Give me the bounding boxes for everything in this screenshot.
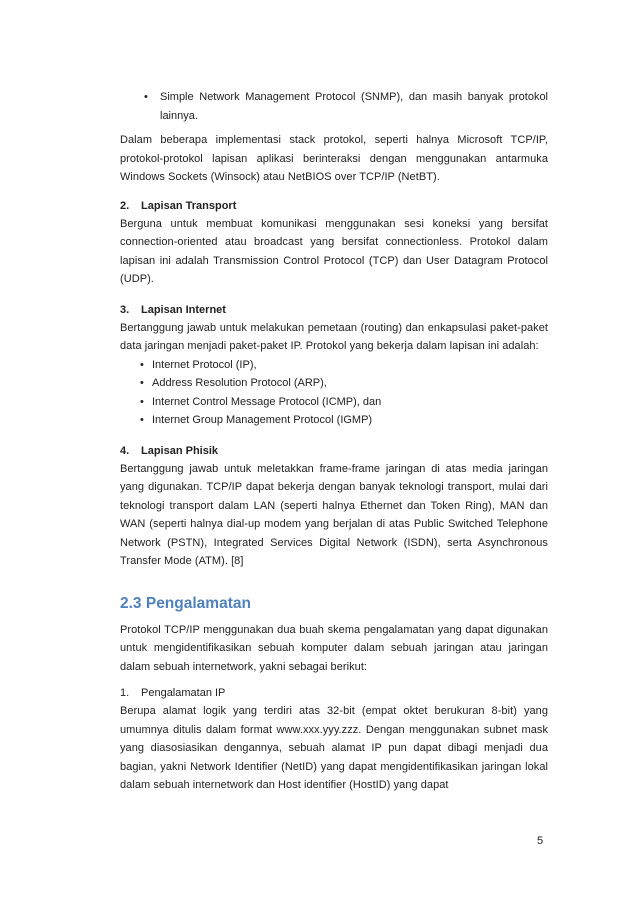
list-item — [120, 374, 548, 393]
bullet-icon: • — [144, 91, 148, 103]
page-content — [120, 88, 548, 795]
paragraph: Berguna untuk membuat komunikasi menggunakan sesi koneksi yang bersifat connection-oriented atau broadcast yang bersifat connectionless. Protokol dalam lapisan ini adalah Transmission Control Protocol (TCP) dan User Datagram Protocol (UDP). — [120, 217, 548, 285]
list-item — [120, 393, 548, 412]
paragraph: Bertanggung jawab untuk melakukan pemetaan (routing) dan enkapsulasi paket-paket data jaringan menjadi paket-paket IP. Protokol yang bekerja dalam lapisan ini adalah: — [120, 321, 548, 352]
bullet-icon: • — [140, 377, 144, 389]
paragraph: Dalam beberapa implementasi stack protokol, seperti halnya Microsoft TCP/IP, protokol-protokol lapisan aplikasi berinteraksi dengan menggunakan antarmuka Windows Sockets (Winsock) atau NetBIOS over TCP/IP (NetBT). — [120, 134, 548, 183]
paragraph: Protokol TCP/IP menggunakan dua buah skema pengalamatan yang dapat digunakan untuk mengidentifikasikan sebuah komputer dalam sebuah jaringan atau jaringan dalam sebuah internetwork, yakni sebagai berikut: — [120, 623, 548, 673]
section-heading — [120, 301, 548, 319]
list-item-text: Simple Network Management Protocol (SNMP), dan masih banyak protokol lainnya. — [160, 91, 548, 122]
numbered-item — [120, 684, 548, 702]
list-item-text: Internet Group Management Protocol (IGMP) — [152, 414, 373, 426]
section-number: 4. — [120, 444, 130, 457]
section-heading — [120, 197, 548, 215]
bullet-icon: • — [140, 414, 144, 426]
item-number: 1. — [120, 687, 130, 699]
list-item-text: Internet Control Message Protocol (ICMP), dan — [152, 395, 382, 408]
list-item-text: Address Resolution Protocol (ARP), — [152, 377, 327, 389]
item-title: Pengalamatan IP — [141, 687, 226, 699]
page-number: 5 — [537, 835, 544, 847]
bullet-icon: • — [140, 395, 144, 408]
bullet-icon: • — [140, 358, 144, 371]
list-item-text: Internet Protocol (IP), — [152, 358, 257, 371]
section-heading — [120, 442, 548, 460]
section-title: Lapisan Phisik — [141, 444, 219, 457]
section-title: Lapisan Transport — [141, 199, 237, 212]
list-item — [120, 411, 548, 430]
section-number: 3. — [120, 303, 130, 316]
list-item — [120, 356, 548, 375]
paragraph: Bertanggung jawab untuk meletakkan frame-frame jaringan di atas media jaringan yang digunakan. TCP/IP dapat bekerja dengan banyak teknologi transport, mulai dari teknologi transport dalam LAN (seperti halnya Ethernet dan Token Ring), MAN dan WAN (seperti halnya dial-up modem yang berjalan di atas Public Switched Telephone Network (PSTN), Integrated Services Digital Network (ISDN), serta Asynchronous Transfer Mode (ATM). [8] — [120, 462, 548, 567]
list-item — [120, 88, 548, 125]
section-number: 2. — [120, 199, 130, 212]
chapter-heading: 2.3 Pengalamatan — [120, 594, 251, 612]
section-title: Lapisan Internet — [141, 303, 226, 316]
paragraph: Berupa alamat logik yang terdiri atas 32-bit (empat oktet berukuran 8-bit) yang umumnya ditulis dalam format www.xxx.yyy.zzz. Dengan menggunakan subnet mask yang diasosiasikan dengannya, sebuah alamat IP pun dapat dibagi menjadi dua bagian, yakni Network Identifier (NetID) yang dapat mengidentifikasikan jaringan lokal dalam sebuah internetwork dan Host identifier (HostID) yang dapat — [120, 705, 548, 791]
